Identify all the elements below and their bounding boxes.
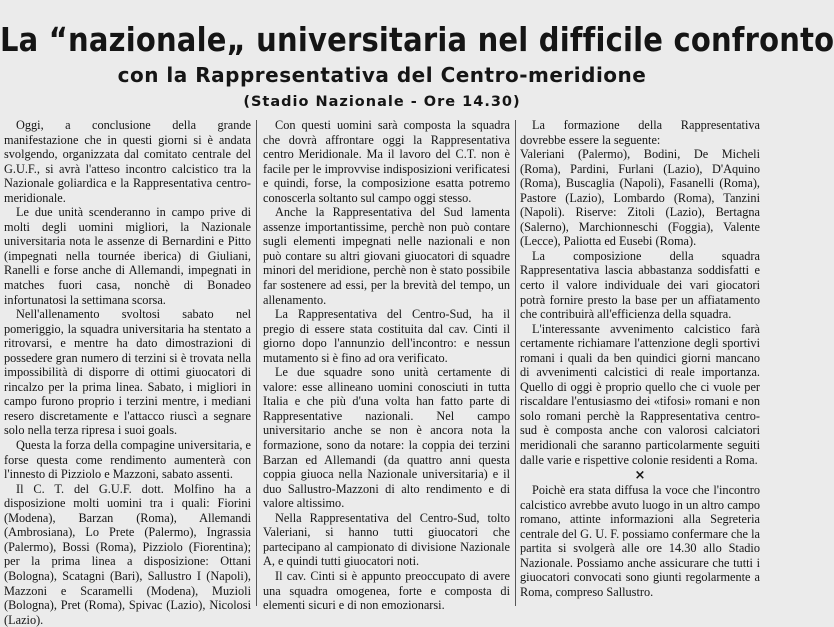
paragraph: Con questi uomini sarà composta la squadra che dovrà affrontare oggi la Rappresentativa centro Meridionale. Ma il lavoro del C.T. non è facile per le improvvise indisposizioni verificatesi e quindi, forse, la composizione esatta potremo conoscerla soltanto sul campo oggi stesso. (263, 118, 510, 205)
column-divider (256, 120, 257, 606)
paragraph: La Rappresentativa del Centro-Sud, ha il pregio di essere stata costituita dal cav. Cinti il giorno dopo l'annunzio dell'incontro: e nessun mutamento si è fino ad ora verificato. (263, 307, 510, 365)
headline: La “nazionale„ universitaria nel difficile confronto (0, 20, 834, 60)
paragraph: Poichè era stata diffusa la voce che l'incontro calcistico avrebbe avuto luogo in un altro campo romano, attinte informazioni alla Segreteria centrale del G. U. F. possiamo confermare che la partita si svolgerà alle ore 14.30 allo Stadio Nazionale. Possiamo anche assicurare che tutti i giuocatori convocati sono giunti regolarmente a Roma, compreso Sallustro. (520, 483, 760, 599)
paragraph: Le due squadre sono unità certamente di valore: esse allineano uomini conosciuti in tutta Italia e che più d'una volta han fatto parte di Rappresentative nazionali. Nel campo universitario anche se non è ancora nota la formazione, sono da notare: la coppia dei terzini Barzan ed Allemandi (da quattro anni questa coppia giuoca nella Nazionale universitaria) e il duo Sallustro-Mazzoni di alto rendimento e di valore altissimo. (263, 365, 510, 511)
paragraph: Nell'allenamento svoltosi sabato nel pomeriggio, la squadra universitaria ha stentato a ritrovarsi, e mentre ha dato dimostrazioni di possedere gran numero di terzini si è trovata nella impossibilità di disporre di ottimi giuocatori di rincalzo per la prima linea. Sabato, i migliori in campo furono proprio i terzini mentre, i mediani resero discretamente e l'attacco riuscì a segnare solo nella terza ripresa i suoi goals. (4, 307, 251, 438)
lineup-paragraph: Valeriani (Palermo), Bodini, De Micheli (Roma), Pardini, Furlani (Lazio), D'Aquino (Roma), Buscaglia (Napoli), Fasanelli (Roma), Pastore (Lazio), Lombardo (Roma), Tanzini (Napoli). Riserve: Zitoli (Lazio), Bertagna (Salerno), Marchionneschi (Foggia), Valente (Lecce), Paliotta ed Eusebi (Roma). (520, 147, 760, 249)
article-column-3 (520, 118, 760, 606)
paragraph: L'interessante avvenimento calcistico farà certamente richiamare l'attenzione degli sportivi romani i quali da ben quindici giorni mancano di avvenimenti calcistici di reale importanza. Quello di oggi è proprio quello che ci vuole per riscaldare l'entusiasmo dei «tifosi» romani e non solo romani perchè la Rappresentativa centro-sud è composta anche con valorosi calciatori meridionali che saranno particolarmente seguiti dalle varie e rispettive colonie residenti a Roma. (520, 321, 760, 467)
section-separator: × (634, 468, 646, 484)
paragraph: Le due unità scenderanno in campo prive di molti degli uomini migliori, la Nazionale universitaria nota le assenze di Bernardini e Pitto (impegnati nella tournée iberica) di Giuliani, Ranelli e forse anche di Allemandi, impegnati in matches fuori casa, nonchè di Bonadeo infortunatosi la settimana scorsa. (4, 205, 251, 307)
paragraph: Il cav. Cinti si è appunto preoccupato di avere una squadra omogenea, forte e composta di elementi sicuri e di non emozionarsi. (263, 568, 510, 613)
venue-time-line: (Stadio Nazionale - Ore 14.30) (243, 94, 521, 110)
article-column-2 (263, 118, 510, 613)
paragraph: Nella Rappresentativa del Centro-Sud, tolto Valeriani, si hanno tutti giuocatori che partecipano al campionato di divisione Nazionale A, e quindi tutti giuocatori noti. (263, 510, 510, 569)
paragraph: Anche la Rappresentativa del Sud lamenta assenze importantissime, perchè non può contare sugli elementi impegnati nelle nazionali e non può contare su altri giovani giuocatori di squadre minori del meridione, perchè non è stato possibile far sostenere ad essi, per la brevità del tempo, un allenamento. (263, 205, 510, 307)
article-column-1 (4, 118, 251, 627)
paragraph: Il C. T. del G.U.F. dott. Molfino ha a disposizione molti uomini tra i quali: Fiorini (Modena), Barzan (Roma), Allemandi (Ambrosiana), Lo Prete (Palermo), Ingrassia (Palermo), Bossi (Roma), Pizziolo (Fiorentina); per la prima linea a disposizione: Ottani (Bologna), Scatagni (Bari), Sallustro I (Napoli), Mazzoni e Scaramelli (Modena), Muzioli (Bologna), Pret (Roma), Spivac (Lazio), Nicolosi (Lazio). (4, 481, 251, 627)
paragraph: La composizione della squadra Rappresentativa lascia abbastanza soddisfatti e certo il valore individuale dei vari giocatori potrà fornire presto la base per un affiatamento che contribuirà all'efficienza della squadra. (520, 248, 760, 322)
column-divider (515, 120, 516, 606)
paragraph: La formazione della Rappresentativa dovrebbe essere la seguente: (520, 118, 760, 147)
paragraph: Questa la forza della compagine universitaria, e forse questa come rendimento aumenterà con l'innesto di Pizziolo e Mazzoni, sabato assenti. (4, 438, 251, 482)
subheadline: con la Rappresentativa del Centro-meridione (117, 63, 647, 87)
paragraph: Oggi, a conclusione della grande manifestazione che in questi giorni si è andata svolgendo, organizzata dal comitato centrale del G.U.F., si avrà l'atteso incontro calcistico tra la Nazionale goliardica e la Rappresentativa centro-meridionale. (4, 118, 251, 205)
